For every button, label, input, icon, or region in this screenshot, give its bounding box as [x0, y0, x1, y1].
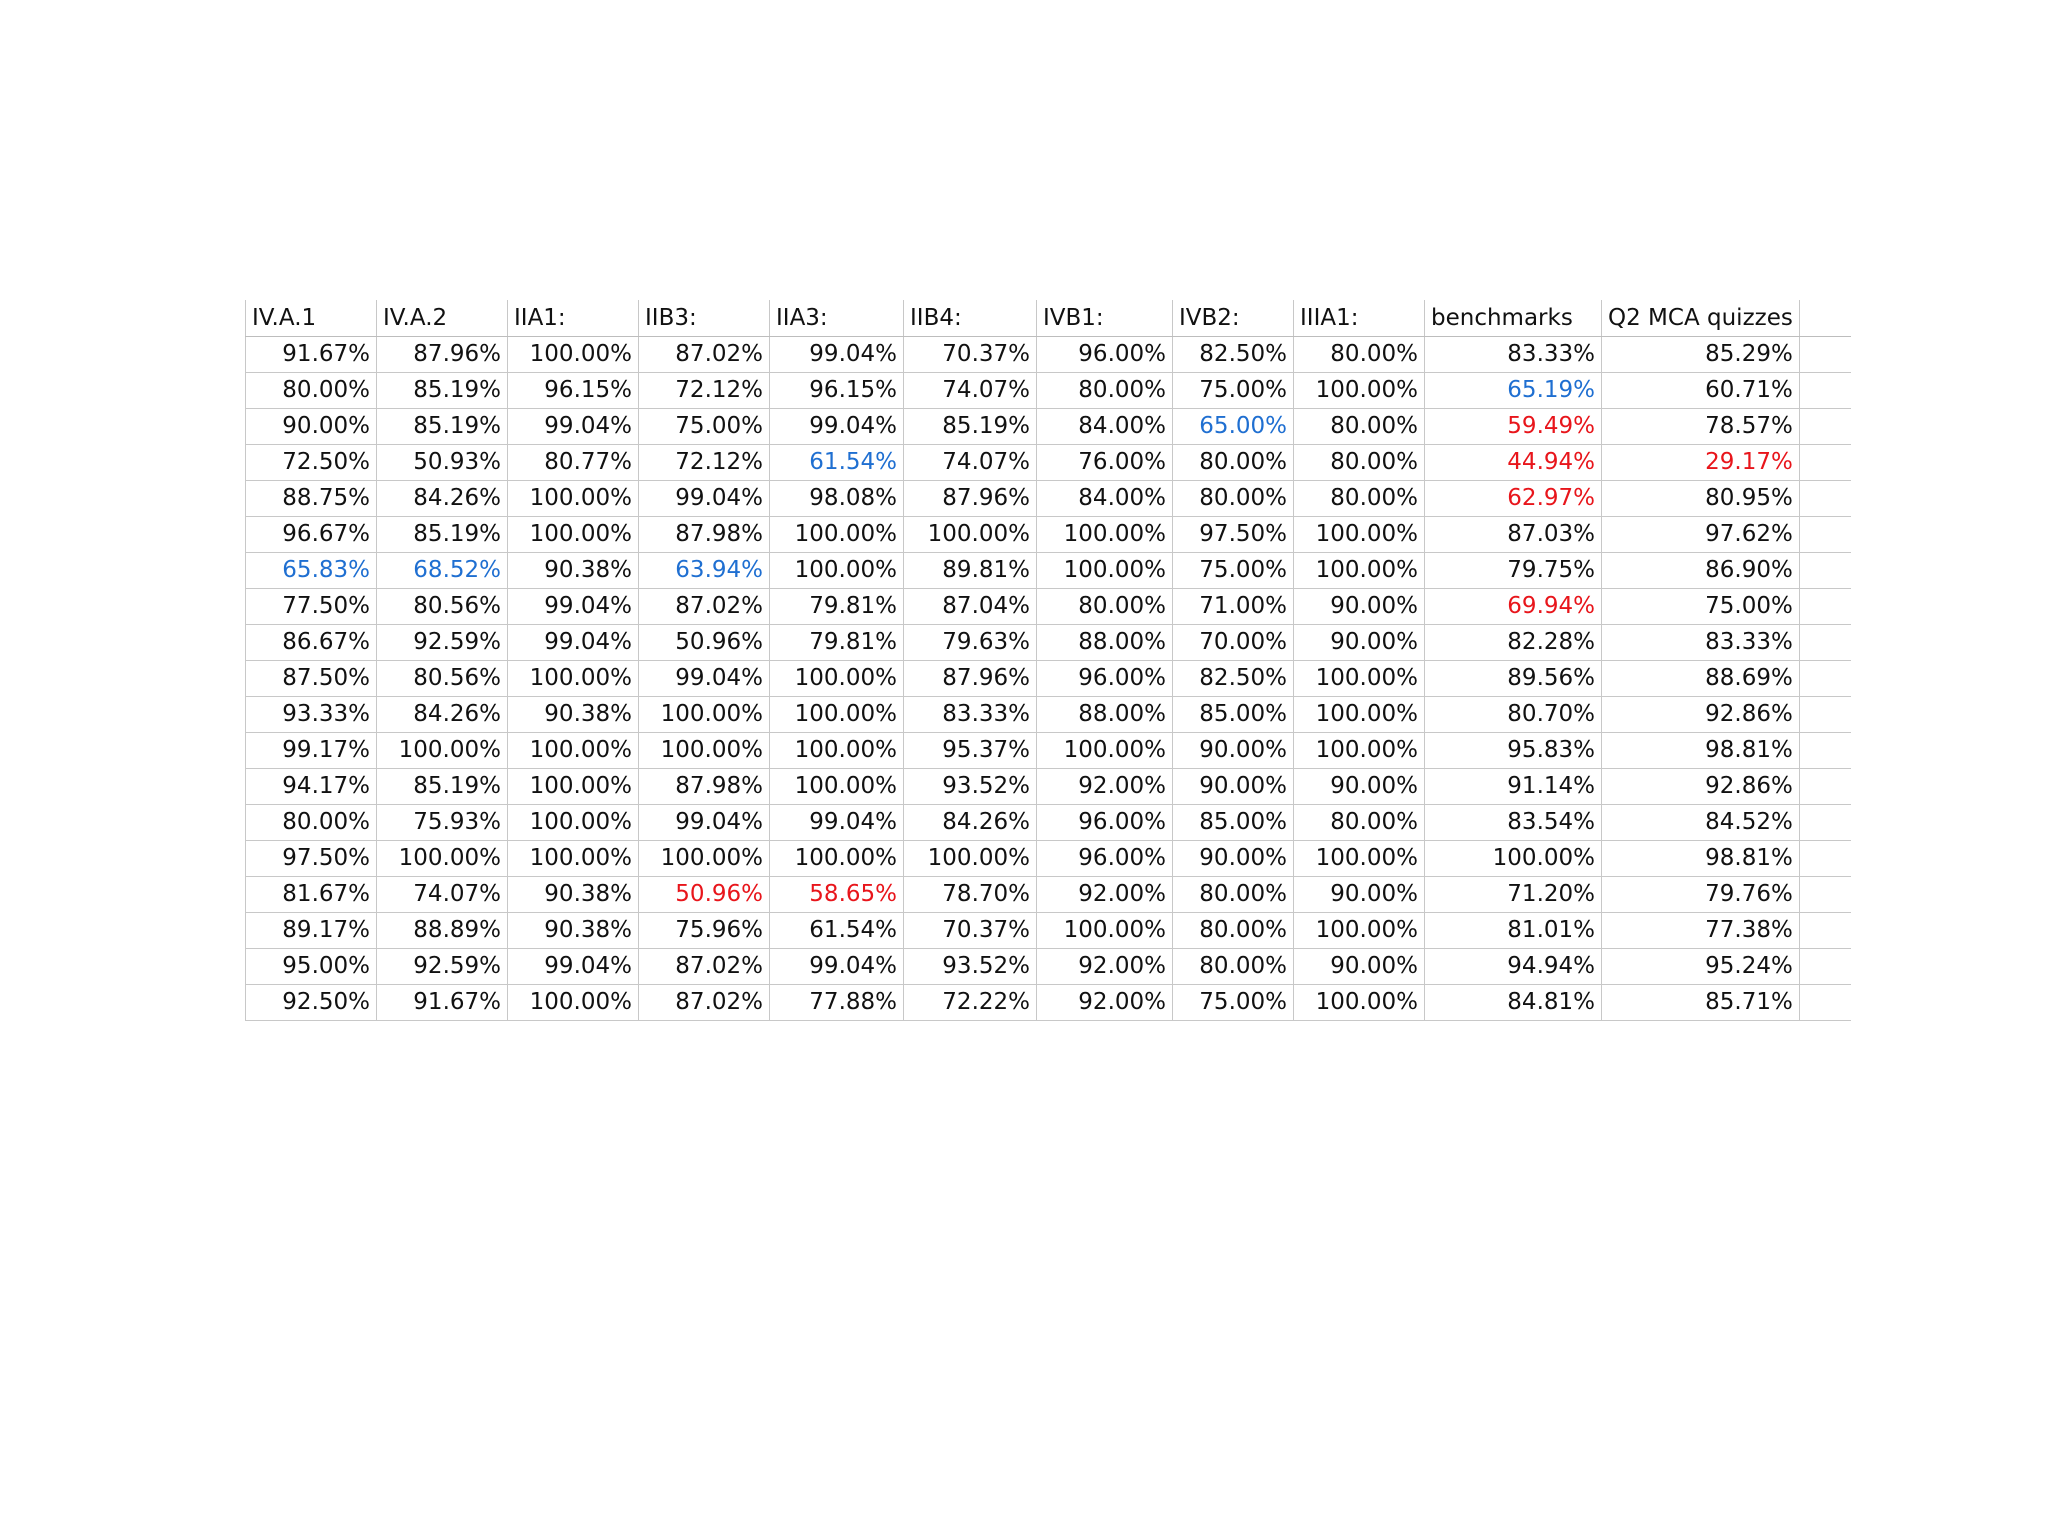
table-cell[interactable]: 82.50%	[1173, 336, 1294, 372]
table-cell[interactable]: 80.00%	[1037, 372, 1173, 408]
table-cell[interactable]: 86.67%	[246, 624, 377, 660]
table-cell[interactable]: 90.00%	[1294, 588, 1425, 624]
table-cell[interactable]: 44.94%	[1425, 444, 1602, 480]
empty-cell[interactable]	[1799, 444, 1851, 480]
table-cell[interactable]: 75.00%	[1173, 552, 1294, 588]
table-cell[interactable]: 100.00%	[1294, 372, 1425, 408]
table-cell[interactable]: 90.38%	[508, 552, 639, 588]
column-header[interactable]: IV.A.2	[377, 300, 508, 336]
table-cell[interactable]: 79.76%	[1602, 876, 1800, 912]
table-cell[interactable]: 70.00%	[1173, 624, 1294, 660]
table-cell[interactable]: 80.00%	[246, 804, 377, 840]
table-row	[246, 804, 1852, 840]
table-cell[interactable]: 80.00%	[1173, 480, 1294, 516]
empty-cell[interactable]	[1799, 732, 1851, 768]
spreadsheet-table	[245, 300, 1851, 1021]
table-cell[interactable]: 82.50%	[1173, 660, 1294, 696]
table-cell[interactable]: 85.19%	[377, 408, 508, 444]
table-cell[interactable]: 80.00%	[1294, 336, 1425, 372]
table-cell[interactable]: 77.88%	[770, 984, 904, 1020]
table-cell[interactable]: 91.67%	[377, 984, 508, 1020]
table-cell[interactable]: 94.17%	[246, 768, 377, 804]
table-cell[interactable]: 87.96%	[904, 660, 1037, 696]
table-cell[interactable]: 79.63%	[904, 624, 1037, 660]
table-cell[interactable]: 95.00%	[246, 948, 377, 984]
table-cell[interactable]: 84.52%	[1602, 804, 1800, 840]
table-cell[interactable]: 100.00%	[1294, 912, 1425, 948]
table-cell[interactable]: 96.15%	[770, 372, 904, 408]
table-cell[interactable]: 100.00%	[639, 840, 770, 876]
table-cell[interactable]: 87.96%	[377, 336, 508, 372]
table-cell[interactable]: 71.00%	[1173, 588, 1294, 624]
table-cell[interactable]: 85.19%	[377, 372, 508, 408]
table-cell[interactable]: 63.94%	[639, 552, 770, 588]
empty-cell[interactable]	[1799, 984, 1851, 1020]
empty-cell[interactable]	[1799, 300, 1851, 336]
table-cell[interactable]: 89.17%	[246, 912, 377, 948]
table-cell[interactable]: 90.00%	[1294, 876, 1425, 912]
empty-cell[interactable]	[1799, 840, 1851, 876]
empty-cell[interactable]	[1799, 768, 1851, 804]
table-cell[interactable]: 100.00%	[508, 660, 639, 696]
table-cell[interactable]: 100.00%	[770, 660, 904, 696]
table-cell[interactable]: 100.00%	[1294, 552, 1425, 588]
table-cell[interactable]: 84.00%	[1037, 480, 1173, 516]
table-cell[interactable]: 100.00%	[770, 696, 904, 732]
table-cell[interactable]: 99.04%	[770, 408, 904, 444]
table-cell[interactable]: 100.00%	[508, 480, 639, 516]
table-cell[interactable]: 95.37%	[904, 732, 1037, 768]
table-cell[interactable]: 90.00%	[1173, 840, 1294, 876]
table-row	[246, 624, 1852, 660]
table-cell[interactable]: 100.00%	[1294, 984, 1425, 1020]
table-cell[interactable]: 100.00%	[1425, 840, 1602, 876]
table-cell[interactable]: 100.00%	[1294, 732, 1425, 768]
table-cell[interactable]: 83.33%	[904, 696, 1037, 732]
empty-cell[interactable]	[1799, 372, 1851, 408]
table-cell[interactable]: 82.28%	[1425, 624, 1602, 660]
table-cell[interactable]: 74.07%	[904, 444, 1037, 480]
table-cell[interactable]: 90.00%	[246, 408, 377, 444]
table-cell[interactable]: 100.00%	[508, 768, 639, 804]
table-cell[interactable]: 72.12%	[639, 372, 770, 408]
table-cell[interactable]: 29.17%	[1602, 444, 1800, 480]
table-cell[interactable]: 100.00%	[1037, 732, 1173, 768]
table-cell[interactable]: 65.00%	[1173, 408, 1294, 444]
table-cell[interactable]: 96.00%	[1037, 660, 1173, 696]
table-cell[interactable]: 84.26%	[377, 696, 508, 732]
table-cell[interactable]: 89.56%	[1425, 660, 1602, 696]
table-cell[interactable]: 99.04%	[639, 804, 770, 840]
table-cell[interactable]: 50.96%	[639, 624, 770, 660]
table-cell[interactable]: 92.86%	[1602, 696, 1800, 732]
column-header[interactable]: benchmarks	[1425, 300, 1602, 336]
table-cell[interactable]: 100.00%	[1294, 696, 1425, 732]
table-row	[246, 948, 1852, 984]
empty-cell[interactable]	[1799, 660, 1851, 696]
table-cell[interactable]: 85.19%	[904, 408, 1037, 444]
table-cell[interactable]: 87.04%	[904, 588, 1037, 624]
table-cell[interactable]: 84.26%	[377, 480, 508, 516]
table-cell[interactable]: 100.00%	[1037, 912, 1173, 948]
table-cell[interactable]: 80.00%	[1294, 804, 1425, 840]
table-cell[interactable]: 92.50%	[246, 984, 377, 1020]
column-header[interactable]: IIB3:	[639, 300, 770, 336]
empty-cell[interactable]	[1799, 624, 1851, 660]
table-row	[246, 372, 1852, 408]
table-cell[interactable]: 90.38%	[508, 876, 639, 912]
table-cell[interactable]: 87.02%	[639, 588, 770, 624]
table-cell[interactable]: 70.37%	[904, 912, 1037, 948]
table-row	[246, 444, 1852, 480]
table-cell[interactable]: 99.04%	[770, 804, 904, 840]
table-cell[interactable]: 85.71%	[1602, 984, 1800, 1020]
table-row	[246, 660, 1852, 696]
table-cell[interactable]: 85.00%	[1173, 696, 1294, 732]
table-cell[interactable]: 92.86%	[1602, 768, 1800, 804]
table-cell[interactable]: 80.56%	[377, 588, 508, 624]
column-header[interactable]: IIIA1:	[1294, 300, 1425, 336]
table-cell[interactable]: 100.00%	[377, 732, 508, 768]
table-row	[246, 840, 1852, 876]
table-cell[interactable]: 81.01%	[1425, 912, 1602, 948]
table-cell[interactable]: 92.00%	[1037, 948, 1173, 984]
table-cell[interactable]: 100.00%	[508, 840, 639, 876]
table-cell[interactable]: 86.90%	[1602, 552, 1800, 588]
table-cell[interactable]: 80.00%	[1294, 444, 1425, 480]
table-cell[interactable]: 81.67%	[246, 876, 377, 912]
table-cell[interactable]: 88.00%	[1037, 696, 1173, 732]
column-header[interactable]: IIA3:	[770, 300, 904, 336]
table-cell[interactable]: 93.33%	[246, 696, 377, 732]
table-cell[interactable]: 80.70%	[1425, 696, 1602, 732]
table-cell[interactable]: 100.00%	[508, 336, 639, 372]
table-cell[interactable]: 100.00%	[639, 696, 770, 732]
table-cell[interactable]: 90.00%	[1294, 948, 1425, 984]
table-cell[interactable]: 90.00%	[1173, 732, 1294, 768]
table-cell[interactable]: 75.93%	[377, 804, 508, 840]
table-cell[interactable]: 85.19%	[377, 516, 508, 552]
table-cell[interactable]: 100.00%	[904, 516, 1037, 552]
table-cell[interactable]: 98.81%	[1602, 732, 1800, 768]
table-cell[interactable]: 60.71%	[1602, 372, 1800, 408]
empty-cell[interactable]	[1799, 336, 1851, 372]
table-cell[interactable]: 99.04%	[770, 948, 904, 984]
table-cell[interactable]: 61.54%	[770, 912, 904, 948]
table-cell[interactable]: 68.52%	[377, 552, 508, 588]
table-cell[interactable]: 97.62%	[1602, 516, 1800, 552]
table-cell[interactable]: 100.00%	[770, 732, 904, 768]
table-cell[interactable]: 92.00%	[1037, 984, 1173, 1020]
table-cell[interactable]: 92.59%	[377, 624, 508, 660]
table-cell[interactable]: 61.54%	[770, 444, 904, 480]
empty-cell[interactable]	[1799, 912, 1851, 948]
table-cell[interactable]: 85.00%	[1173, 804, 1294, 840]
table-cell[interactable]: 95.83%	[1425, 732, 1602, 768]
table-cell[interactable]: 65.83%	[246, 552, 377, 588]
table-row	[246, 984, 1852, 1020]
table-cell[interactable]: 89.81%	[904, 552, 1037, 588]
table-cell[interactable]: 92.00%	[1037, 876, 1173, 912]
table-cell[interactable]: 100.00%	[904, 840, 1037, 876]
table-cell[interactable]: 97.50%	[246, 840, 377, 876]
table-cell[interactable]: 59.49%	[1425, 408, 1602, 444]
table-cell[interactable]: 100.00%	[770, 516, 904, 552]
table-cell[interactable]: 87.02%	[639, 984, 770, 1020]
empty-cell[interactable]	[1799, 408, 1851, 444]
table-cell[interactable]: 99.04%	[508, 588, 639, 624]
table-cell[interactable]: 96.00%	[1037, 804, 1173, 840]
table-cell[interactable]: 88.89%	[377, 912, 508, 948]
table-cell[interactable]: 83.33%	[1425, 336, 1602, 372]
table-cell[interactable]: 74.07%	[377, 876, 508, 912]
table-cell[interactable]: 65.19%	[1425, 372, 1602, 408]
table-cell[interactable]: 80.77%	[508, 444, 639, 480]
table-cell[interactable]: 50.93%	[377, 444, 508, 480]
table-cell[interactable]: 96.00%	[1037, 840, 1173, 876]
table-cell[interactable]: 80.00%	[1173, 948, 1294, 984]
column-header[interactable]: IV.A.1	[246, 300, 377, 336]
table-cell[interactable]: 88.00%	[1037, 624, 1173, 660]
empty-cell[interactable]	[1799, 948, 1851, 984]
table-cell[interactable]: 87.96%	[904, 480, 1037, 516]
table-row	[246, 696, 1852, 732]
table-cell[interactable]: 58.65%	[770, 876, 904, 912]
table-cell[interactable]: 90.00%	[1294, 768, 1425, 804]
empty-cell[interactable]	[1799, 804, 1851, 840]
table-cell[interactable]: 87.50%	[246, 660, 377, 696]
table-row	[246, 516, 1852, 552]
empty-cell[interactable]	[1799, 480, 1851, 516]
table-cell[interactable]: 96.67%	[246, 516, 377, 552]
empty-cell[interactable]	[1799, 552, 1851, 588]
table-cell[interactable]: 79.75%	[1425, 552, 1602, 588]
table-cell[interactable]: 100.00%	[508, 516, 639, 552]
table-cell[interactable]: 96.00%	[1037, 336, 1173, 372]
table-row	[246, 408, 1852, 444]
table-cell[interactable]: 99.04%	[508, 408, 639, 444]
table-cell[interactable]: 74.07%	[904, 372, 1037, 408]
table-cell[interactable]: 87.98%	[639, 768, 770, 804]
table-cell[interactable]: 69.94%	[1425, 588, 1602, 624]
table-cell[interactable]: 50.96%	[639, 876, 770, 912]
table-cell[interactable]: 95.24%	[1602, 948, 1800, 984]
table-cell[interactable]: 100.00%	[508, 984, 639, 1020]
column-header[interactable]: IVB1:	[1037, 300, 1173, 336]
table-cell[interactable]: 90.00%	[1173, 768, 1294, 804]
table-cell[interactable]: 100.00%	[1294, 840, 1425, 876]
table-cell[interactable]: 100.00%	[1294, 660, 1425, 696]
table-cell[interactable]: 87.02%	[639, 948, 770, 984]
table-cell[interactable]: 87.98%	[639, 516, 770, 552]
table-cell[interactable]: 90.38%	[508, 696, 639, 732]
table-cell[interactable]: 75.00%	[1602, 588, 1800, 624]
table-cell[interactable]: 80.00%	[1037, 588, 1173, 624]
table-cell[interactable]: 100.00%	[770, 768, 904, 804]
table-cell[interactable]: 99.04%	[639, 660, 770, 696]
table-cell[interactable]: 80.00%	[1173, 444, 1294, 480]
empty-cell[interactable]	[1799, 696, 1851, 732]
table-cell[interactable]: 79.81%	[770, 588, 904, 624]
table-cell[interactable]: 100.00%	[770, 552, 904, 588]
table-cell[interactable]: 83.54%	[1425, 804, 1602, 840]
table-cell[interactable]: 90.38%	[508, 912, 639, 948]
table-cell[interactable]: 100.00%	[508, 732, 639, 768]
column-header[interactable]: IIB4:	[904, 300, 1037, 336]
table-cell[interactable]: 98.81%	[1602, 840, 1800, 876]
table-cell[interactable]: 80.95%	[1602, 480, 1800, 516]
table-cell[interactable]: 91.14%	[1425, 768, 1602, 804]
table-cell[interactable]: 100.00%	[1037, 516, 1173, 552]
table-cell[interactable]: 100.00%	[770, 840, 904, 876]
table-cell[interactable]: 100.00%	[508, 804, 639, 840]
table-cell[interactable]: 80.00%	[246, 372, 377, 408]
empty-cell[interactable]	[1799, 516, 1851, 552]
table-row	[246, 768, 1852, 804]
table-cell[interactable]: 100.00%	[1037, 552, 1173, 588]
table-cell[interactable]: 94.94%	[1425, 948, 1602, 984]
table-cell[interactable]: 75.00%	[1173, 984, 1294, 1020]
table-row	[246, 552, 1852, 588]
table-cell[interactable]: 87.02%	[639, 336, 770, 372]
table-row	[246, 336, 1852, 372]
table-cell[interactable]: 88.69%	[1602, 660, 1800, 696]
table-cell[interactable]: 72.12%	[639, 444, 770, 480]
table-cell[interactable]: 100.00%	[1294, 516, 1425, 552]
empty-cell[interactable]	[1799, 588, 1851, 624]
table-cell[interactable]: 80.00%	[1294, 480, 1425, 516]
table-cell[interactable]: 92.59%	[377, 948, 508, 984]
table-cell[interactable]: 85.19%	[377, 768, 508, 804]
table-cell[interactable]: 77.38%	[1602, 912, 1800, 948]
header-row-group	[246, 300, 1852, 336]
table-cell[interactable]: 85.29%	[1602, 336, 1800, 372]
table-cell[interactable]: 80.56%	[377, 660, 508, 696]
table-cell[interactable]: 76.00%	[1037, 444, 1173, 480]
table-cell[interactable]: 99.04%	[508, 624, 639, 660]
table-cell[interactable]: 91.67%	[246, 336, 377, 372]
table-cell[interactable]: 75.96%	[639, 912, 770, 948]
table-cell[interactable]: 80.00%	[1173, 876, 1294, 912]
table-cell[interactable]: 77.50%	[246, 588, 377, 624]
table-cell[interactable]: 71.20%	[1425, 876, 1602, 912]
table-cell[interactable]: 75.00%	[639, 408, 770, 444]
table-cell[interactable]: 79.81%	[770, 624, 904, 660]
table-cell[interactable]: 78.70%	[904, 876, 1037, 912]
table-cell[interactable]: 70.37%	[904, 336, 1037, 372]
column-header[interactable]: Q2 MCA quizzes	[1602, 300, 1800, 336]
table-cell[interactable]: 92.00%	[1037, 768, 1173, 804]
table-row	[246, 480, 1852, 516]
table-cell[interactable]: 83.33%	[1602, 624, 1800, 660]
table-cell[interactable]: 99.04%	[639, 480, 770, 516]
table-cell[interactable]: 99.04%	[770, 336, 904, 372]
table-cell[interactable]: 72.22%	[904, 984, 1037, 1020]
table-cell[interactable]: 96.15%	[508, 372, 639, 408]
table-cell[interactable]: 75.00%	[1173, 372, 1294, 408]
table-cell[interactable]: 99.04%	[508, 948, 639, 984]
table-cell[interactable]: 84.81%	[1425, 984, 1602, 1020]
table-cell[interactable]: 84.26%	[904, 804, 1037, 840]
table-row	[246, 588, 1852, 624]
empty-cell[interactable]	[1799, 876, 1851, 912]
table-cell[interactable]: 100.00%	[377, 840, 508, 876]
table-cell[interactable]: 97.50%	[1173, 516, 1294, 552]
table-cell[interactable]: 93.52%	[904, 948, 1037, 984]
table-cell[interactable]: 80.00%	[1173, 912, 1294, 948]
table-row	[246, 732, 1852, 768]
table-cell[interactable]: 80.00%	[1294, 408, 1425, 444]
table-row	[246, 876, 1852, 912]
table-body	[246, 336, 1852, 1020]
table-cell[interactable]: 87.03%	[1425, 516, 1602, 552]
column-header[interactable]: IIA1:	[508, 300, 639, 336]
table-cell[interactable]: 100.00%	[639, 732, 770, 768]
table-cell[interactable]: 98.08%	[770, 480, 904, 516]
table-cell[interactable]: 84.00%	[1037, 408, 1173, 444]
column-header[interactable]: IVB2:	[1173, 300, 1294, 336]
table-cell[interactable]: 93.52%	[904, 768, 1037, 804]
table-cell[interactable]: 90.00%	[1294, 624, 1425, 660]
table-row	[246, 912, 1852, 948]
table-cell[interactable]: 72.50%	[246, 444, 377, 480]
table-cell[interactable]: 88.75%	[246, 480, 377, 516]
table-cell[interactable]: 78.57%	[1602, 408, 1800, 444]
header-row	[246, 300, 1852, 336]
table-cell[interactable]: 99.17%	[246, 732, 377, 768]
table-cell[interactable]: 62.97%	[1425, 480, 1602, 516]
